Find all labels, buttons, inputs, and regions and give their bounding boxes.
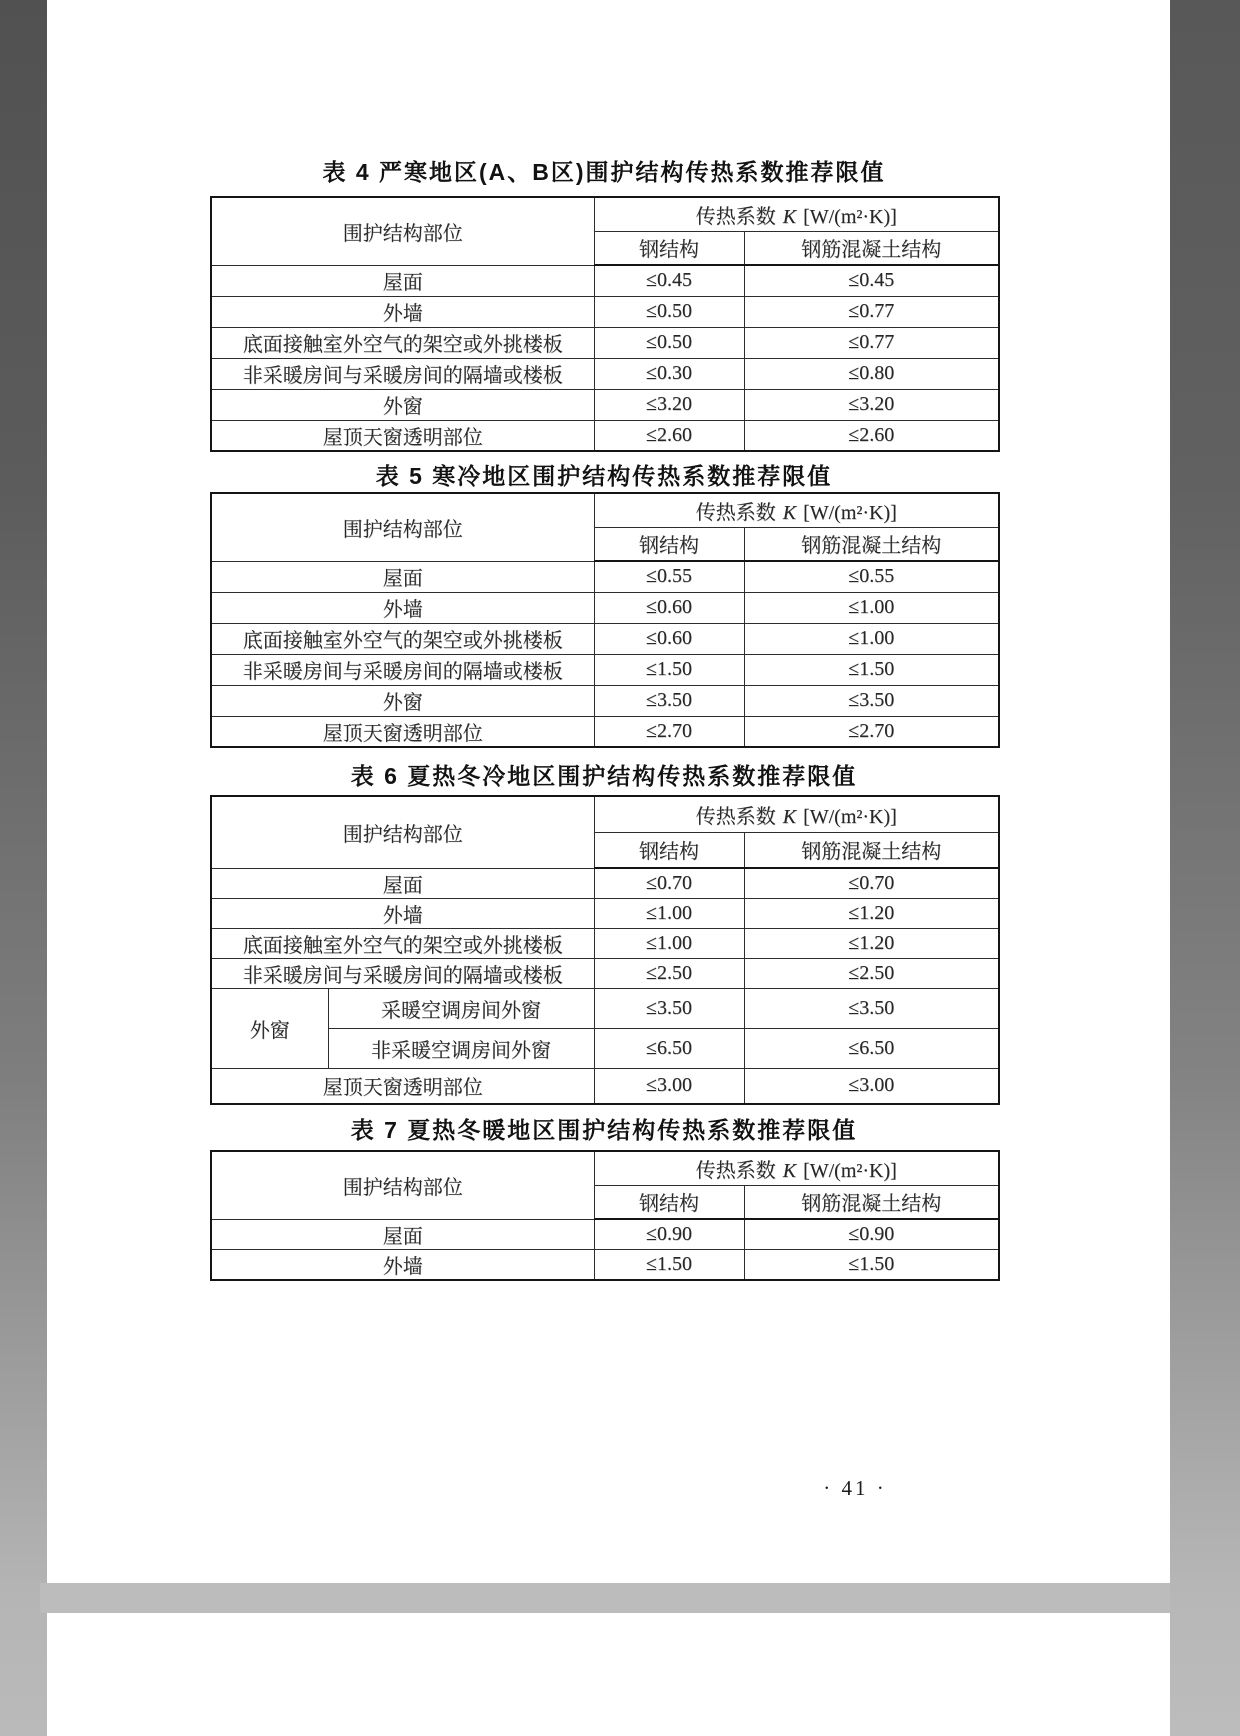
row-steel-value: ≤0.50 xyxy=(594,296,744,327)
row-steel-value: ≤3.50 xyxy=(594,988,744,1028)
row-steel-value: ≤3.20 xyxy=(594,389,744,420)
row-rc-value: ≤0.80 xyxy=(744,358,999,389)
table7-steel-header: 钢结构 xyxy=(594,1185,744,1219)
table4-part-header: 围护结构部位 xyxy=(211,197,594,265)
row-rc-value: ≤1.50 xyxy=(744,654,999,685)
row-part: 屋面 xyxy=(211,1219,594,1249)
row-rc-value: ≤1.50 xyxy=(744,1249,999,1280)
table-row xyxy=(211,1068,999,1104)
row-steel-value: ≤0.60 xyxy=(594,592,744,623)
table7-rc-header: 钢筋混凝土结构 xyxy=(744,1185,999,1219)
row-steel-value: ≤1.50 xyxy=(594,654,744,685)
table-row xyxy=(211,420,999,451)
coef-symbol-K: K xyxy=(782,205,797,228)
table-row xyxy=(211,716,999,747)
row-steel-value: ≤0.30 xyxy=(594,358,744,389)
row-part: 底面接触室外空气的架空或外挑楼板 xyxy=(211,928,594,958)
table-row xyxy=(211,296,999,327)
coef-symbol-K: K xyxy=(782,501,797,524)
table4-rc-header: 钢筋混凝土结构 xyxy=(744,231,999,265)
table-row xyxy=(211,654,999,685)
row-part: 外窗 xyxy=(211,685,594,716)
row-steel-value: ≤3.00 xyxy=(594,1068,744,1104)
row-steel-value: ≤0.60 xyxy=(594,623,744,654)
row-rc-value: ≤1.20 xyxy=(744,898,999,928)
row-steel-value: ≤2.60 xyxy=(594,420,744,451)
row-steel-value: ≤1.00 xyxy=(594,928,744,958)
table7-coef-header xyxy=(594,1151,999,1185)
row-steel-value: ≤3.50 xyxy=(594,685,744,716)
table-row xyxy=(211,1028,999,1068)
coef-symbol-K: K xyxy=(782,805,797,828)
row-steel-value: ≤1.50 xyxy=(594,1249,744,1280)
table7-part-header: 围护结构部位 xyxy=(211,1151,594,1219)
row-part: 外墙 xyxy=(211,1249,594,1280)
row-rc-value: ≤3.20 xyxy=(744,389,999,420)
page-separator-strip xyxy=(40,1583,1175,1613)
table-row xyxy=(211,868,999,898)
table6-rc-header: 钢筋混凝土结构 xyxy=(744,832,999,868)
table-row xyxy=(211,592,999,623)
table-row xyxy=(211,265,999,296)
row-steel-value: ≤2.50 xyxy=(594,958,744,988)
coef-prefix: 传热系数 xyxy=(695,501,781,524)
coef-symbol-K: K xyxy=(782,1159,797,1182)
row-steel-value: ≤0.50 xyxy=(594,327,744,358)
row-part: 非采暖房间与采暖房间的隔墙或楼板 xyxy=(211,654,594,685)
row-rc-value: ≤3.00 xyxy=(744,1068,999,1104)
row-rc-value: ≤0.45 xyxy=(744,265,999,296)
coef-unit: [W/(m²·K)] xyxy=(798,805,897,828)
table-row xyxy=(211,389,999,420)
row-part: 屋顶天窗透明部位 xyxy=(211,420,594,451)
table6-coef-header xyxy=(594,796,999,832)
table5-title: 表 5 寒冷地区围护结构传热系数推荐限值 xyxy=(375,463,833,489)
row-rc-value: ≤2.70 xyxy=(744,716,999,747)
row-steel-value: ≤1.00 xyxy=(594,898,744,928)
row-part: 屋顶天窗透明部位 xyxy=(211,1068,594,1104)
row-rc-value: ≤1.00 xyxy=(744,623,999,654)
row-rc-value: ≤2.60 xyxy=(744,420,999,451)
table6 xyxy=(210,795,1000,1105)
row-part: 底面接触室外空气的架空或外挑楼板 xyxy=(211,623,594,654)
row-part: 外墙 xyxy=(211,296,594,327)
row-steel-value: ≤0.90 xyxy=(594,1219,744,1249)
table4-coef-header xyxy=(594,197,999,231)
table-row xyxy=(211,327,999,358)
table-row xyxy=(211,928,999,958)
page-number: · 41 · xyxy=(823,1476,887,1500)
row-steel-value: ≤2.70 xyxy=(594,716,744,747)
table5-rc-header: 钢筋混凝土结构 xyxy=(744,527,999,561)
table5-part-header: 围护结构部位 xyxy=(211,493,594,561)
row-rc-value: ≤0.77 xyxy=(744,327,999,358)
coef-prefix: 传热系数 xyxy=(695,1159,781,1182)
table4-steel-header: 钢结构 xyxy=(594,231,744,265)
table-row xyxy=(211,358,999,389)
row-rc-value: ≤3.50 xyxy=(744,685,999,716)
row-part: 非采暖房间与采暖房间的隔墙或楼板 xyxy=(211,958,594,988)
row-steel-value: ≤0.45 xyxy=(594,265,744,296)
coef-unit: [W/(m²·K)] xyxy=(798,501,897,524)
row-rc-value: ≤6.50 xyxy=(744,1028,999,1068)
table-row xyxy=(211,1219,999,1249)
table6-steel-header: 钢结构 xyxy=(594,832,744,868)
row-part: 屋面 xyxy=(211,265,594,296)
row-steel-value: ≤0.70 xyxy=(594,868,744,898)
table-row xyxy=(211,988,999,1028)
row-part-group: 外窗 xyxy=(211,988,328,1068)
table-row xyxy=(211,685,999,716)
table6-title: 表 6 夏热冬冷地区围护结构传热系数推荐限值 xyxy=(350,763,858,789)
table5-steel-header: 钢结构 xyxy=(594,527,744,561)
row-part: 外墙 xyxy=(211,592,594,623)
table7-title: 表 7 夏热冬暖地区围护结构传热系数推荐限值 xyxy=(350,1117,858,1143)
row-rc-value: ≤0.70 xyxy=(744,868,999,898)
row-part: 屋顶天窗透明部位 xyxy=(211,716,594,747)
table4 xyxy=(210,196,1000,452)
table-row xyxy=(211,1249,999,1280)
scan-left-border-band xyxy=(0,0,47,1736)
row-part: 外墙 xyxy=(211,898,594,928)
coef-prefix: 传热系数 xyxy=(695,805,781,828)
table-row xyxy=(211,898,999,928)
coef-prefix: 传热系数 xyxy=(695,205,781,228)
coef-unit: [W/(m²·K)] xyxy=(798,205,897,228)
row-rc-value: ≤1.20 xyxy=(744,928,999,958)
row-rc-value: ≤0.55 xyxy=(744,561,999,592)
coef-unit: [W/(m²·K)] xyxy=(798,1159,897,1182)
row-part: 屋面 xyxy=(211,561,594,592)
row-part: 外窗 xyxy=(211,389,594,420)
table5 xyxy=(210,492,1000,748)
row-part: 非采暖空调房间外窗 xyxy=(328,1028,594,1068)
row-rc-value: ≤1.00 xyxy=(744,592,999,623)
table-row xyxy=(211,561,999,592)
row-part: 屋面 xyxy=(211,868,594,898)
row-part: 采暖空调房间外窗 xyxy=(328,988,594,1028)
row-rc-value: ≤2.50 xyxy=(744,958,999,988)
scan-right-border-band xyxy=(1170,0,1240,1736)
row-part: 非采暖房间与采暖房间的隔墙或楼板 xyxy=(211,358,594,389)
row-part: 底面接触室外空气的架空或外挑楼板 xyxy=(211,327,594,358)
row-rc-value: ≤0.90 xyxy=(744,1219,999,1249)
row-steel-value: ≤0.55 xyxy=(594,561,744,592)
table-row xyxy=(211,623,999,654)
table5-coef-header xyxy=(594,493,999,527)
table-row xyxy=(211,958,999,988)
table4-title: 表 4 严寒地区(A、B区)围护结构传热系数推荐限值 xyxy=(322,159,886,185)
row-steel-value: ≤6.50 xyxy=(594,1028,744,1068)
table6-part-header: 围护结构部位 xyxy=(211,796,594,868)
row-rc-value: ≤0.77 xyxy=(744,296,999,327)
table7 xyxy=(210,1150,1000,1281)
row-rc-value: ≤3.50 xyxy=(744,988,999,1028)
